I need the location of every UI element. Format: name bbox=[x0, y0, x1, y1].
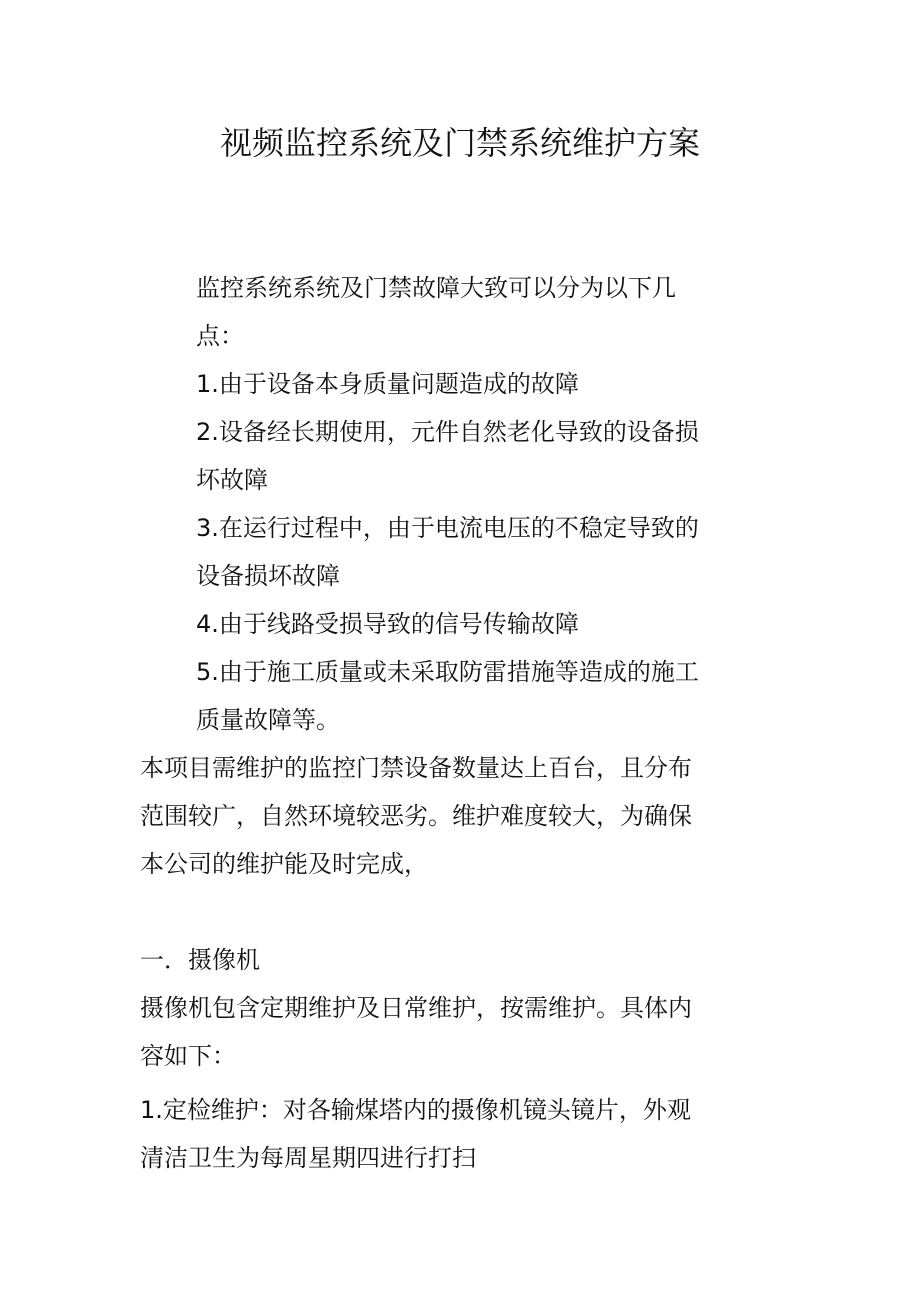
fault-item-3 bbox=[140, 504, 740, 600]
section-1-desc-line-1: 摄像机包含定期维护及日常维护，按需维护。具体内 bbox=[140, 994, 692, 1022]
fault-item-5 bbox=[140, 648, 740, 744]
fault-item-2-line-1: 2.设备经长期使用，元件自然老化导致的设备损 bbox=[196, 418, 699, 446]
intro-line-1: 监控系统系统及门禁故障大致可以分为以下几 bbox=[196, 274, 676, 302]
section-1-item-1 bbox=[140, 1086, 740, 1182]
project-note-line-1: 本项目需维护的监控门禁设备数量达上百台，且分布 bbox=[140, 754, 692, 782]
section-1-desc-line-2: 容如下： bbox=[140, 1042, 236, 1070]
fault-item-2-line-2: 坏故障 bbox=[196, 466, 268, 494]
fault-item-1-line-1: 1.由于设备本身质量问题造成的故障 bbox=[196, 370, 579, 398]
fault-item-5-line-1: 5.由于施工质量或未采取防雷措施等造成的施工 bbox=[196, 658, 699, 686]
fault-item-5-line-2: 质量故障等。 bbox=[196, 706, 340, 734]
project-note-paragraph bbox=[140, 744, 740, 888]
section-1-description bbox=[140, 984, 740, 1080]
project-note-line-3: 本公司的维护能及时完成， bbox=[140, 850, 428, 878]
project-note-line-2: 范围较广，自然环境较恶劣。维护难度较大，为确保 bbox=[140, 802, 692, 830]
fault-item-4 bbox=[140, 600, 740, 648]
intro-paragraph bbox=[140, 264, 740, 360]
intro-line-2: 点： bbox=[196, 322, 244, 350]
fault-item-2 bbox=[140, 408, 740, 504]
section-1-item-1-line-1: 1.定检维护：对各输煤塔内的摄像机镜头镜片，外观 bbox=[140, 1096, 691, 1124]
fault-item-3-line-2: 设备损坏故障 bbox=[196, 562, 340, 590]
document-title: 视频监控系统及门禁系统维护方案 bbox=[219, 124, 700, 162]
fault-item-1 bbox=[140, 360, 740, 408]
section-1-item-1-line-2: 清洁卫生为每周星期四进行打扫 bbox=[140, 1144, 476, 1172]
section-1-heading-text: 一．摄像机 bbox=[140, 946, 260, 974]
fault-item-3-line-1: 3.在运行过程中，由于电流电压的不稳定导致的 bbox=[196, 514, 699, 542]
section-1-heading bbox=[140, 936, 740, 984]
fault-item-4-line-1: 4.由于线路受损导致的信号传输故障 bbox=[196, 610, 579, 638]
